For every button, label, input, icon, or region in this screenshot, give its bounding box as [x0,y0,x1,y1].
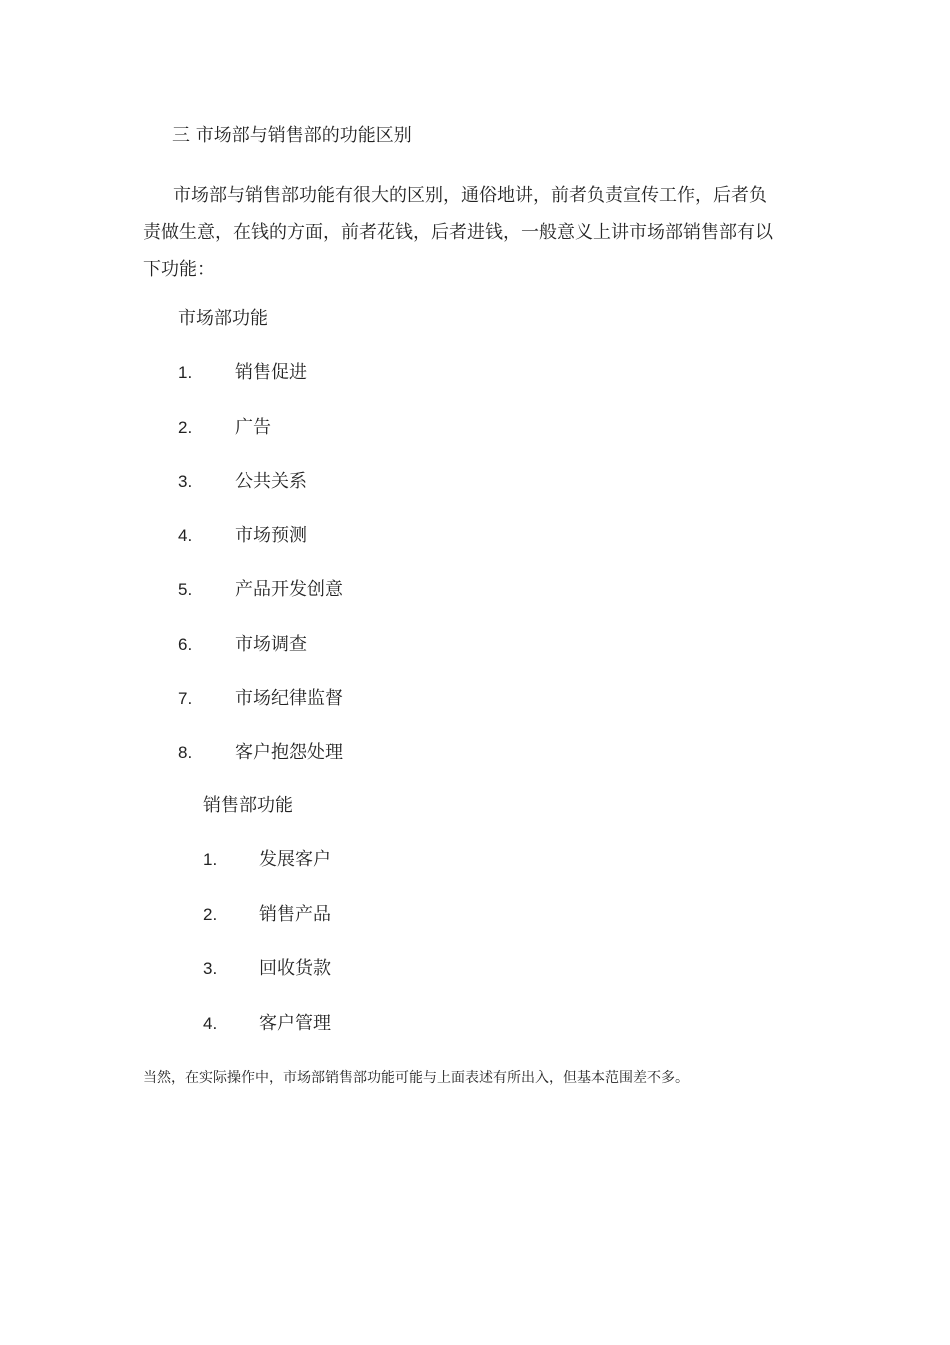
list-item-text: 销售促进 [235,362,307,383]
list-item-text: 回收货款 [259,958,331,979]
list-item-number: 6. [178,635,193,654]
list-item-number: 7. [178,689,193,708]
list-item-number: 3. [203,959,218,978]
list-item-text: 广告 [235,417,271,438]
list-item-text: 市场预测 [235,525,307,546]
list-item-number: 1. [203,850,218,869]
sales-functions-title: 销售部功能 [203,795,293,816]
list-item-text: 发展客户 [259,849,331,870]
list-item-text: 市场纪律监督 [235,688,343,709]
list-item-text: 销售产品 [259,904,331,925]
list-item-text: 客户管理 [259,1013,331,1034]
list-item-number: 5. [178,580,193,599]
list-item-text: 产品开发创意 [235,579,343,600]
list-item-number: 4. [203,1014,218,1033]
list-item-number: 4. [178,526,193,545]
list-item-number: 1. [178,363,193,382]
list-item-number: 2. [178,418,193,437]
list-item-number: 3. [178,472,193,491]
section-heading: 三 市场部与销售部的功能区别 [172,125,412,146]
list-item-number: 8. [178,743,193,762]
list-item-text: 市场调查 [235,634,307,655]
intro-paragraph: 市场部与销售部功能有很大的区别，通俗地讲，前者负责宣传工作，后者负责做生意，在钱的方面，前者花钱，后者进钱，一般意义上讲市场部销售部有以下功能： [143,185,773,280]
list-item-number: 2. [203,905,218,924]
marketing-functions-title: 市场部功能 [178,308,268,329]
list-item-text: 公共关系 [235,471,307,492]
closing-note: 当然，在实际操作中，市场部销售部功能可能与上面表述有所出入，但基本范围差不多。 [143,1070,689,1086]
list-item-text: 客户抱怨处理 [235,742,343,763]
